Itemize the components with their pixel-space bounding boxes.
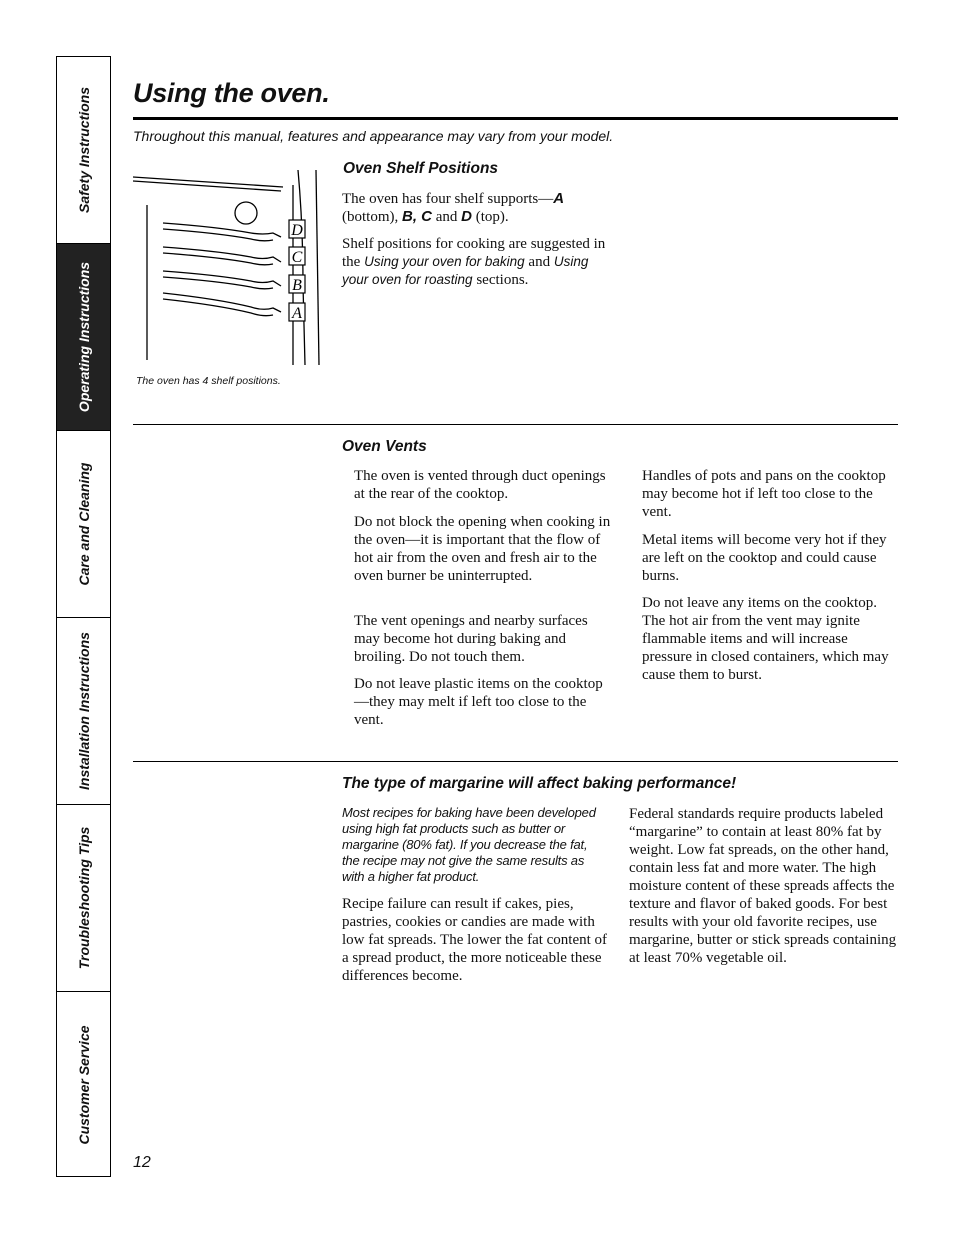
text: and [432, 209, 462, 225]
page-subtitle: Throughout this manual, features and appearance may vary from your model. [133, 128, 614, 144]
vents-right-paragraph-1: Handles of pots and pans on the cooktop may become hot if left too close to the vent. [642, 468, 886, 520]
tab-troubleshooting-tips[interactable] [57, 805, 110, 992]
shelf-label-a: A [292, 305, 302, 322]
tab-label: Operating Instructions [75, 261, 92, 413]
section-divider [133, 761, 898, 762]
text: (top). [472, 209, 509, 225]
reference: Using your oven for baking [364, 254, 525, 269]
tab-label: Customer Service [75, 1025, 92, 1145]
letter: B, C [402, 208, 432, 225]
shelf-label-b: B [292, 277, 302, 294]
margarine-intro: Most recipes for baking have been developed using high fat products such as butter or margarine (80% fat). If you decrease the fat, the recipe may not give the same results as with a higher fat product. [342, 805, 596, 884]
section-sidebar [56, 56, 111, 1177]
text: The oven has four shelf supports— [342, 191, 554, 207]
margarine-heading: The type of margarine will affect baking performance! [342, 775, 737, 792]
vents-left-paragraph-1: The oven is vented through duct openings at the rear of the cooktop. [354, 468, 606, 502]
section-divider [133, 424, 898, 425]
margarine-right-paragraph: Federal standards require products labeled “margarine” to contain at least 80% fat by weight. Low fat spreads, on the other hand, contain less fat and more water. The high moisture content of these spreads affects the texture and flavor of baked goods. For best results with your old favorite recipes, use margarine, butter or stick spreads containing at least 70% vegetable oil. [629, 806, 897, 966]
page-title: Using the oven. [133, 78, 330, 108]
text: sections. [472, 272, 529, 288]
tab-label: Installation Instructions [75, 632, 92, 790]
vents-left-paragraph-2: Do not block the opening when cooking in the oven—it is important that the flow of hot air from the oven and fresh air to the oven burner be uninterrupted. [354, 514, 611, 584]
tab-operating-instructions[interactable] [57, 244, 110, 431]
shelf-heading: Oven Shelf Positions [343, 160, 499, 177]
reference: Using your oven for roasting [342, 254, 589, 287]
vents-right-paragraph-3: Do not leave any items on the cooktop. The hot air from the vent may ignite flammable items and will increase pressure in closed containers, which may cause them to burst. [642, 595, 889, 683]
tab-safety-instructions[interactable] [57, 57, 110, 244]
oven-shelf-diagram [133, 165, 323, 370]
diagram-caption: The oven has 4 shelf positions. [136, 375, 281, 387]
vents-heading: Oven Vents [342, 438, 427, 455]
vents-left-paragraph-3: The vent openings and nearby surfaces may become hot during baking and broiling. Do not touch them. [354, 613, 588, 665]
text: (bottom), [342, 209, 402, 225]
vents-left-paragraph-4: Do not leave plastic items on the cooktop—they may melt if left too close to the vent. [354, 676, 603, 728]
letter: D [461, 208, 473, 225]
shelf-paragraph-1 [342, 190, 612, 226]
shelf-label-c: C [291, 249, 303, 266]
text: Shelf positions for cooking are suggested in the [342, 236, 606, 270]
page-number: 12 [133, 1154, 151, 1171]
tab-label: Safety Instructions [75, 86, 92, 214]
shelf-label-d: D [291, 222, 303, 239]
title-rule [133, 117, 898, 120]
tab-customer-service[interactable] [57, 992, 110, 1178]
tab-label: Care and Cleaning [75, 462, 92, 586]
vents-right-paragraph-2: Metal items will become very hot if they are left on the cooktop and could cause burns. [642, 532, 887, 584]
tab-label: Troubleshooting Tips [75, 826, 92, 970]
tab-installation-instructions[interactable] [57, 618, 110, 805]
margarine-left-paragraph: Recipe failure can result if cakes, pies, pastries, cookies or candies are made with low fat spreads. The lower the fat content of a spread product, the more noticeable these differences become. [342, 896, 608, 984]
letter: A [553, 190, 565, 207]
tab-care-and-cleaning[interactable] [57, 431, 110, 618]
shelf-paragraph-2 [342, 235, 614, 289]
text: and [524, 254, 554, 270]
